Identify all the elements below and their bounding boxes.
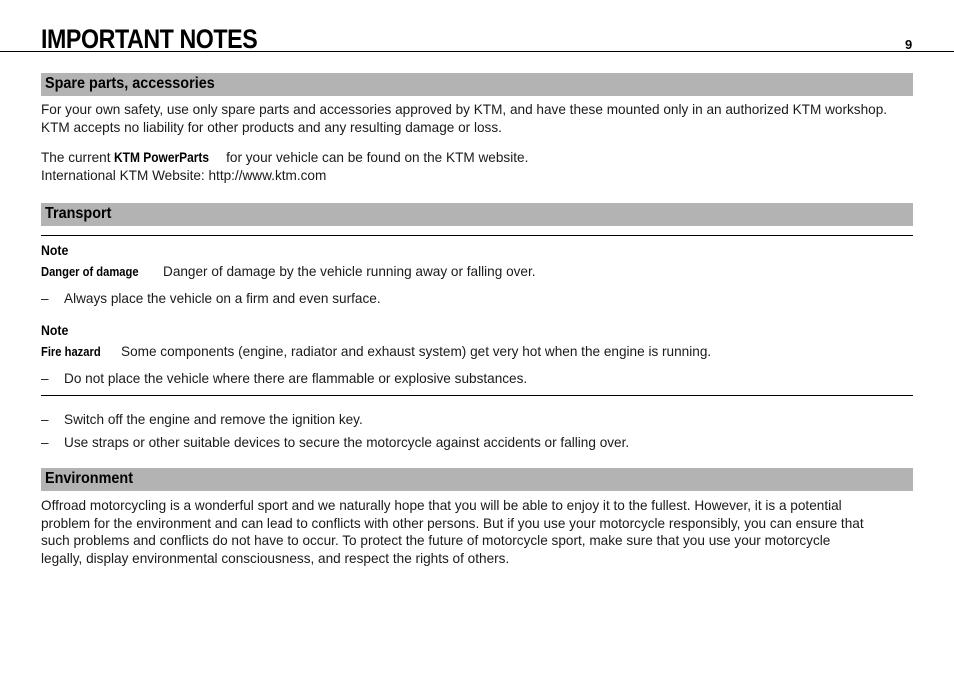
website-line: International KTM Website: http://www.ktm.com bbox=[41, 167, 327, 183]
section-heading-environment bbox=[41, 468, 913, 491]
warning-label: Fire hazard bbox=[41, 344, 101, 359]
list-item-text: Do not place the vehicle where there are flammable or explosive substances. bbox=[64, 371, 528, 386]
text-line bbox=[41, 149, 916, 167]
text-line: problem for the environment and can lead to conflicts with other persons. But if you use your motorcycle responsibly, you can ensure that bbox=[41, 515, 864, 531]
list-item-text: Switch off the engine and remove the ignition key. bbox=[64, 412, 363, 427]
warning-danger-of-damage bbox=[41, 263, 536, 280]
list-item bbox=[41, 290, 381, 307]
section-heading-label: Spare parts, accessories bbox=[45, 75, 215, 92]
dash-marker: – bbox=[41, 412, 49, 427]
section-heading-label: Environment bbox=[45, 470, 134, 487]
section-heading-spare-parts bbox=[41, 73, 913, 96]
warning-text: Danger of damage by the vehicle running away or falling over. bbox=[163, 264, 536, 279]
list-item bbox=[41, 411, 363, 428]
list-item-text: Use straps or other suitable devices to secure the motorcycle against accidents or falling over. bbox=[64, 435, 630, 450]
spare-parts-paragraph-1 bbox=[41, 101, 916, 136]
page-header bbox=[0, 0, 954, 52]
list-item bbox=[41, 434, 629, 451]
list-item bbox=[41, 370, 527, 387]
text-line: Offroad motorcycling is a wonderful sport and we naturally hope that you will be able to enjoy it to the fullest. However, it is a potential bbox=[41, 498, 842, 513]
dash-marker: – bbox=[41, 371, 49, 386]
text-fragment: The current bbox=[41, 150, 115, 165]
text-line: legally, display environmental consciousness, and respect the rights of others. bbox=[41, 550, 510, 566]
text-line: KTM accepts no liability for other products and any resulting damage or loss. bbox=[41, 119, 502, 135]
brand-name: KTM PowerParts bbox=[114, 150, 210, 165]
spare-parts-paragraph-2 bbox=[41, 149, 916, 184]
text-line: For your own safety, use only spare parts and accessories approved by KTM, and have these mounted only in an authorized KTM workshop. bbox=[41, 102, 888, 117]
page-title: IMPORTANT NOTES bbox=[41, 24, 258, 54]
section-heading-transport bbox=[41, 203, 913, 226]
note-divider-top bbox=[41, 235, 913, 236]
text-line: such problems and conflicts do not have to occur. To protect the future of motorcycle sport, make sure that you use your motorcycle bbox=[41, 533, 831, 548]
dash-marker: – bbox=[41, 291, 49, 306]
dash-marker: – bbox=[41, 435, 49, 450]
section-heading-label: Transport bbox=[45, 205, 112, 222]
warning-label: Danger of damage bbox=[41, 264, 139, 279]
note-label: Note bbox=[41, 322, 69, 338]
note-divider-bottom bbox=[41, 395, 913, 396]
warning-fire-hazard bbox=[41, 343, 711, 360]
page-number: 9 bbox=[905, 37, 913, 52]
warning-text: Some components (engine, radiator and exhaust system) get very hot when the engine is running. bbox=[121, 344, 712, 359]
note-label: Note bbox=[41, 242, 69, 258]
environment-paragraph bbox=[41, 497, 916, 567]
list-item-text: Always place the vehicle on a firm and even surface. bbox=[64, 291, 381, 306]
text-fragment: for your vehicle can be found on the KTM website. bbox=[222, 150, 529, 165]
